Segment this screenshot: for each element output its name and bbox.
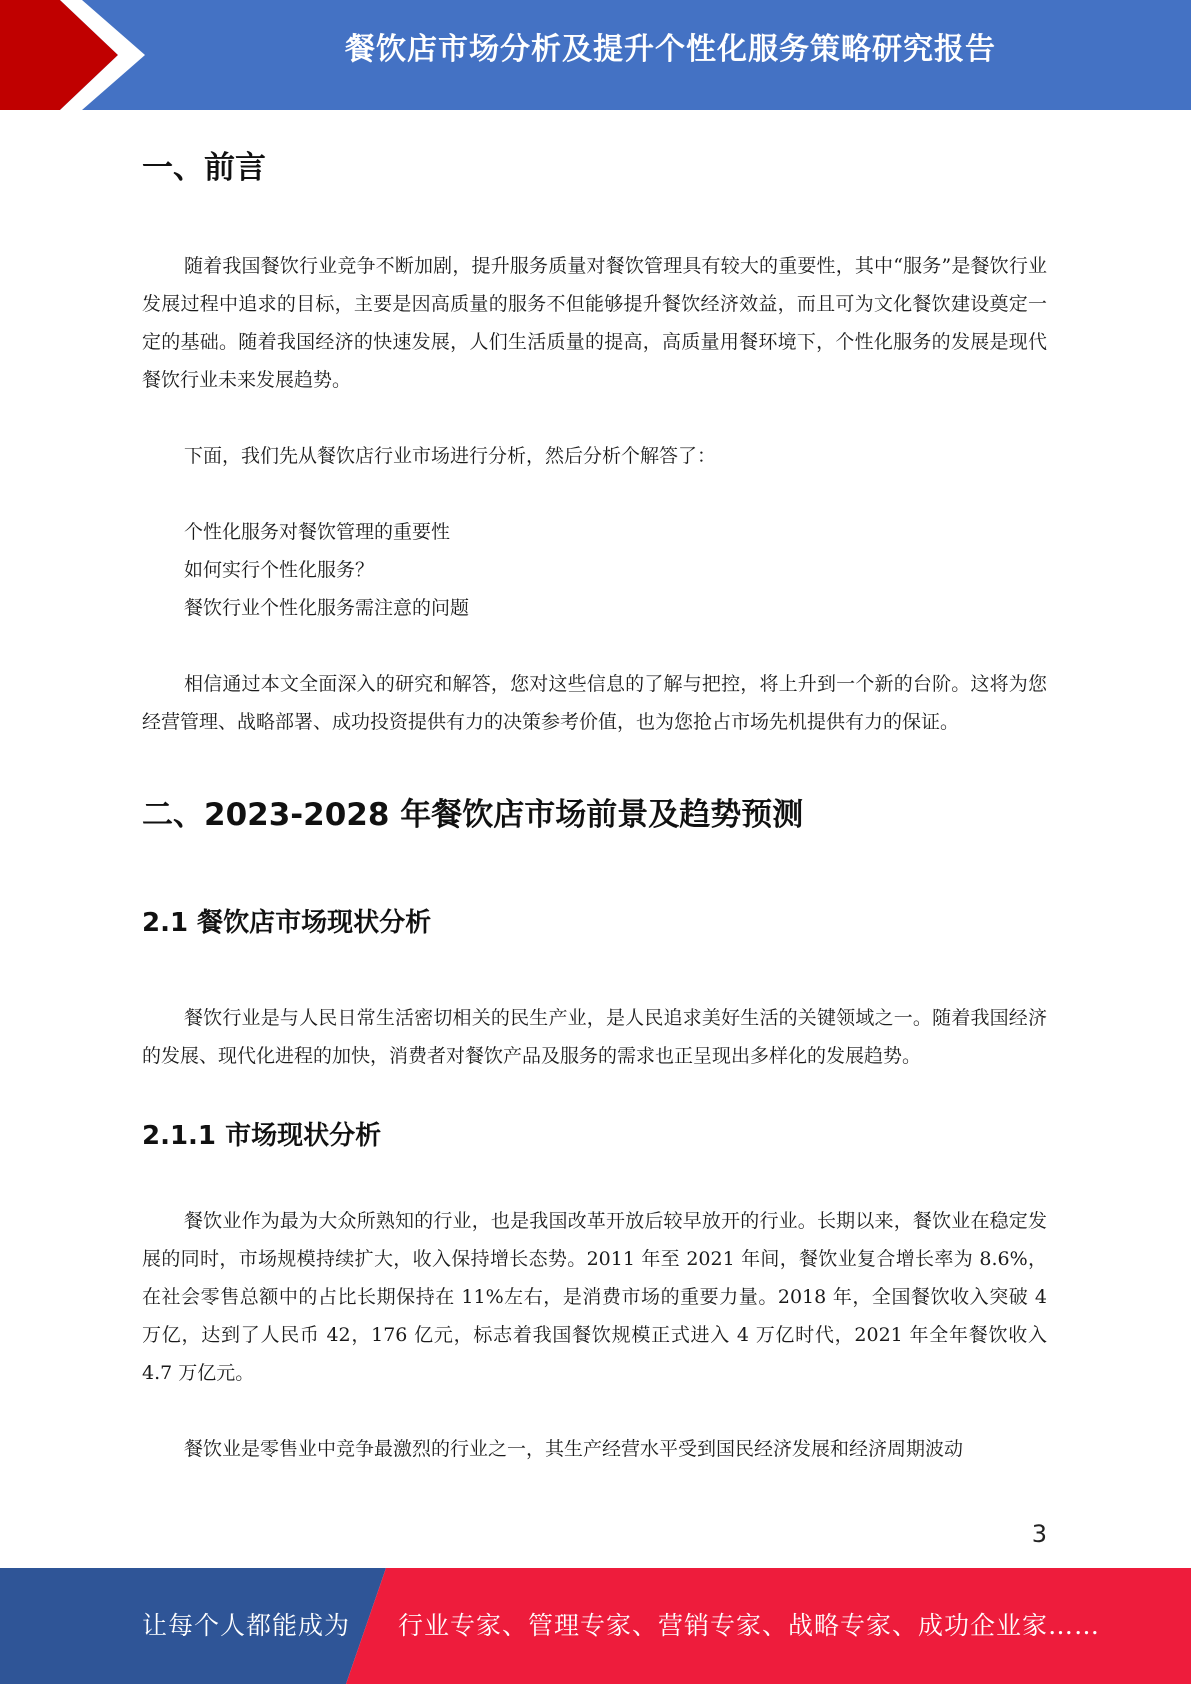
paragraph: 餐饮业作为最为大众所熟知的行业，也是我国改革开放后较早放开的行业。长期以来，餐饮业在稳定发展的同时，市场规模持续扩大，收入保持增长态势。2011 年至 2021 年间，餐饮业复合增长率为 8.6%，在社会零售总额中的占比长期保持在 11%左右，是消费市场的重要力量。2018 年，全国餐饮收入突破 4 万亿，达到了人民币 42，176 亿元，标志着我国餐饮规模正式进入 4 万亿时代，2021 年全年餐饮收入 4.7 万亿元。: [142, 1210, 1047, 1384]
document-body: [142, 130, 1047, 1468]
list-item: 如何实行个性化服务？: [184, 559, 375, 581]
section-heading-preface: 一、前言: [142, 150, 266, 186]
page-number: 3: [1031, 1520, 1047, 1548]
report-title: 餐饮店市场分析及提升个性化服务策略研究报告: [345, 32, 996, 67]
paragraph: 相信通过本文全面深入的研究和解答，您对这些信息的了解与把控，将上升到一个新的台阶。这将为您经营管理、战略部署、成功投资提供有力的决策参考价值，也为您抢占市场先机提供有力的保证。: [142, 673, 1047, 733]
topic-list: [142, 513, 1047, 627]
footer-slogan-left: 让每个人都能成为: [142, 1611, 351, 1640]
header-arrow-decoration: [0, 0, 150, 110]
subsection-heading: 2.1 餐饮店市场现状分析: [142, 908, 432, 938]
list-item: 餐饮行业个性化服务需注意的问题: [184, 597, 470, 619]
paragraph: 餐饮行业是与人民日常生活密切相关的民生产业，是人民追求美好生活的关键领域之一。随着我国经济的发展、现代化进程的加快，消费者对餐饮产品及服务的需求也正呈现出多样化的发展趋势。: [142, 1007, 1047, 1067]
paragraph: 随着我国餐饮行业竞争不断加剧，提升服务质量对餐饮管理具有较大的重要性，其中“服务”是餐饮行业发展过程中追求的目标，主要是因高质量的服务不但能够提升餐饮经济效益，而且可为文化餐饮建设奠定一定的基础。随着我国经济的快速发展，人们生活质量的提高，高质量用餐环境下，个性化服务的发展是现代餐饮行业未来发展趋势。: [142, 255, 1047, 391]
footer-banner: [0, 1568, 1191, 1684]
header-banner: [0, 0, 1191, 110]
footer-slogan-right: 行业专家、管理专家、营销专家、战略专家、成功企业家……: [398, 1611, 1101, 1640]
subsection-heading: 2.1.1 市场现状分析: [142, 1121, 382, 1151]
list-item: 个性化服务对餐饮管理的重要性: [184, 521, 451, 543]
paragraph: 下面，我们先从餐饮店行业市场进行分析，然后分析个解答了：: [184, 445, 717, 467]
paragraph: 餐饮业是零售业中竞争最激烈的行业之一，其生产经营水平受到国民经济发展和经济周期波动: [184, 1438, 964, 1460]
section-heading-forecast: 二、2023-2028 年餐饮店市场前景及趋势预测: [142, 797, 804, 833]
